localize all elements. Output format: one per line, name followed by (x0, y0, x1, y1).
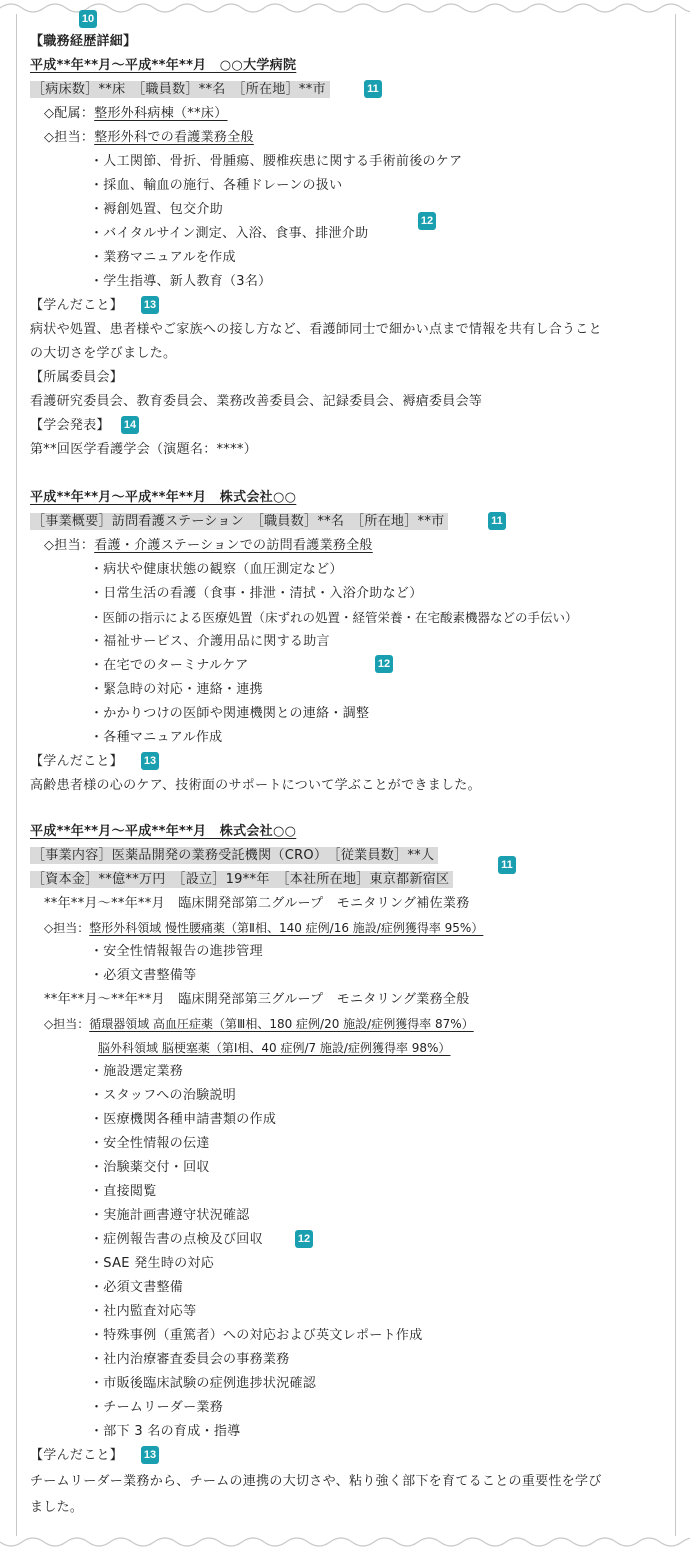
s1-committee-text: 看護研究委員会、教育委員会、業務改善委員会、記録委員会、褥瘡委員会等 (30, 394, 483, 409)
s3-period1: **年**月～**年**月 臨床開発部第二グループ モニタリング補佐業務 (44, 896, 470, 911)
s2-info: ［事業概要］訪問看護ステーション ［職員数］**名 ［所在地］**市 (30, 512, 448, 532)
annotation-badge-12: 12 (418, 212, 436, 230)
s3-tanto1: ◇担当：整形外科領域 慢性腰痛薬（第Ⅱ相、140 症例/16 施設/症例獲得率 95%） (44, 921, 484, 935)
s1-haizoku: ◇配属：整形外科病棟（**床） (44, 106, 228, 121)
annotation-badge-13: 13 (141, 296, 159, 314)
section-heading: 【職務経歴詳細】 (30, 34, 137, 49)
s3-item2: ・安全性情報の伝達 (90, 1136, 210, 1151)
s2-tanto: ◇担当：看護・介護ステーションでの訪問看護業務全般 (44, 538, 373, 553)
annotation-badge-11: 11 (488, 512, 506, 530)
s3-info1: ［事業内容］医薬品開発の業務受託機関（CRO） ［従業員数］**人 (30, 846, 438, 866)
s2-item: ・医師の指示による医療処置（床ずれの処置・経管栄養・在宅酸素機器などの手伝い） (90, 610, 578, 625)
s2-item: ・病状や健康状態の観察（血圧測定など） (90, 562, 343, 577)
s3-item1: ・必須文書整備等 (90, 968, 197, 983)
s1-item: ・バイタルサイン測定、入浴、食事、排泄介助 (90, 226, 369, 241)
s1-presentation-text: 第**回医学看護学会（演題名：****） (30, 442, 257, 457)
annotation-badge-11: 11 (364, 80, 382, 98)
s1-item: ・学生指導、新人教育（3名） (90, 274, 272, 289)
s2-item: ・日常生活の看護（食事・排泄・清拭・入浴介助など） (90, 586, 423, 601)
s1-presentation-label: 【学会発表】 (30, 418, 110, 433)
s3-item2: ・スタッフへの治験説明 (90, 1088, 237, 1103)
annotation-badge-10: 10 (79, 10, 97, 28)
s2-item: ・福祉サービス、介護用品に関する助言 (90, 634, 330, 649)
s2-item: ・緊急時の対応・連絡・連携 (90, 682, 263, 697)
s2-learned-text: 高齢患者様の心のケア、技術面のサポートについて学ぶことができました。 (30, 778, 481, 793)
s3-item2: ・チームリーダー業務 (90, 1400, 224, 1415)
s3-item2: ・症例報告書の点検及び回収 (90, 1232, 263, 1247)
s1-info: ［病床数］**床 ［職員数］**名 ［所在地］**市 (30, 80, 330, 100)
s3-item2: ・部下 3 名の育成・指導 (90, 1424, 241, 1439)
s1-item: ・採血、輸血の施行、各種ドレーンの扱い (90, 178, 343, 193)
s2-title: 平成**年**月～平成**年**月 株式会社○○ (30, 490, 297, 505)
s3-item2: ・社内治療審査委員会の事務業務 (90, 1352, 290, 1367)
s3-learned-text: チームリーダー業務から、チームの連携の大切さや、粘り強く部下を育てることの重要性を学び (30, 1474, 602, 1489)
annotation-badge-11: 11 (498, 856, 516, 874)
s3-tanto2: ◇担当：循環器領域 高血圧症薬（第Ⅲ相、180 症例/20 施設/症例獲得率 87%） (44, 1017, 474, 1031)
s3-item2: ・医療機関各種申請書類の作成 (90, 1112, 277, 1127)
s3-item2: ・特殊事例（重篤者）への対応および英文レポート作成 (90, 1328, 423, 1343)
s2-item: ・かかりつけの医師や関連機関との連絡・調整 (90, 706, 370, 721)
annotation-badge-12: 12 (375, 655, 393, 673)
s3-item2: ・市販後臨床試験の症例進捗状況確認 (90, 1376, 317, 1391)
s3-item2: ・治験薬交付・回収 (90, 1160, 210, 1175)
s3-title: 平成**年**月～平成**年**月 株式会社○○ (30, 824, 297, 839)
s3-item2: ・必須文書整備 (90, 1280, 184, 1295)
s3-period2: **年**月～**年**月 臨床開発部第三グループ モニタリング業務全般 (44, 992, 470, 1007)
s1-title: 平成**年**月～平成**年**月 ○○大学病院 (30, 58, 297, 73)
s3-info2: ［資本金］**億**万円 ［設立］19**年 ［本社所在地］東京都新宿区 (30, 870, 453, 890)
s3-item2: ・直接閲覧 (90, 1184, 157, 1199)
s3-item2: ・社内監査対応等 (90, 1304, 197, 1319)
s3-item2: ・SAE 発生時の対応 (90, 1256, 215, 1271)
s1-learned-text: 病状や処置、患者様やご家族への接し方など、看護師同士で細かい点まで情報を共有し合うこと (30, 322, 602, 337)
s2-item: ・各種マニュアル作成 (90, 730, 223, 745)
s3-item1: ・安全性情報報告の進捗管理 (90, 944, 263, 959)
s2-learned-label: 【学んだこと】 (30, 754, 124, 769)
s1-item: ・業務マニュアルを作成 (90, 250, 236, 265)
s1-tanto: ◇担当：整形外科での看護業務全般 (44, 130, 254, 145)
s1-committee-label: 【所属委員会】 (30, 370, 124, 385)
s3-item2: ・実施計画書遵守状況確認 (90, 1208, 250, 1223)
s1-item: ・褥創処置、包交介助 (90, 202, 224, 217)
s3-tanto2-b: 脳外科領域 脳梗塞薬（第Ⅰ相、40 症例/7 施設/症例獲得率 98%） (98, 1041, 451, 1055)
s1-learned-text: の大切さを学びました。 (30, 346, 177, 361)
annotation-badge-13: 13 (141, 752, 159, 770)
s3-learned-text: ました。 (30, 1500, 84, 1515)
annotation-badge-14: 14 (121, 416, 139, 434)
s1-item: ・人工関節、骨折、骨腫瘍、腰椎疾患に関する手術前後のケア (90, 154, 463, 169)
annotation-badge-12: 12 (295, 1230, 313, 1248)
annotation-badge-13: 13 (141, 1446, 159, 1464)
s1-learned-label: 【学んだこと】 (30, 298, 124, 313)
s3-item2: ・施設選定業務 (90, 1064, 184, 1079)
s2-item: ・在宅でのターミナルケア (90, 658, 249, 673)
s3-learned-label: 【学んだこと】 (30, 1448, 124, 1463)
